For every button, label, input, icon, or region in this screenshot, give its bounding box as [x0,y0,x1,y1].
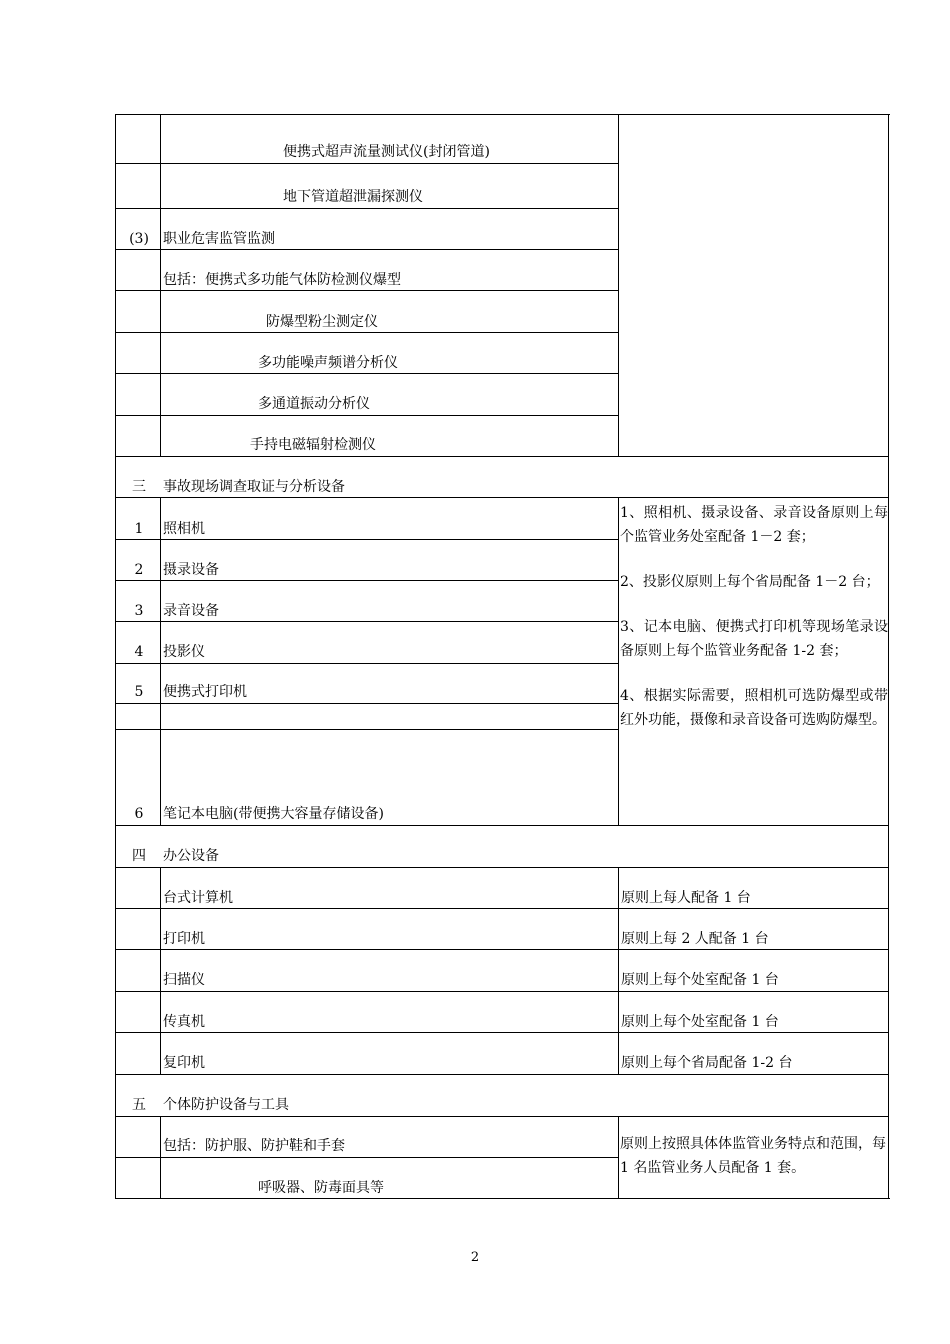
row-divider [115,497,889,498]
row-number: 4 [134,644,144,660]
row-divider [115,663,618,664]
item-pipe-leak-detector: 地下管道超泄漏探测仪 [283,189,423,205]
row-divider [115,373,618,374]
row-divider [115,867,889,868]
column-divider-notes [618,497,619,825]
item-fax: 传真机 [163,1014,205,1030]
item-audio-recorder: 录音设备 [163,603,219,619]
item-protective-clothing: 包括：防护服、防护鞋和手套 [163,1138,345,1154]
notes-accident-equipment [620,501,888,732]
row-number: 5 [134,684,144,700]
table-right-border [888,114,889,1199]
row-divider [115,908,889,909]
item-camera: 照相机 [163,521,205,537]
note-2: 2、投影仪原则上每个省局配备 1－2 台； [620,574,880,590]
column-divider-number [160,114,161,456]
note-copier: 原则上每个省局配备 1-2 台 [621,1055,793,1071]
item-gas-detector: 包括：便携式多功能气体防检测仪爆型 [163,272,401,288]
column-divider-notes [618,1116,619,1199]
section-title: 事故现场调查取证与分析设备 [163,479,345,495]
row-divider [115,163,618,164]
row-divider [115,1116,889,1117]
item-desktop-computer: 台式计算机 [163,890,233,906]
row-divider [115,621,618,622]
column-divider-notes [618,114,619,456]
row-number: 2 [134,562,144,578]
item-video-recorder: 摄录设备 [163,562,219,578]
row-divider [115,208,618,209]
row-divider [115,949,889,950]
note-1: 1、照相机、摄录设备、录音设备原则上每个监管业务处室配备 1－2 套； [620,505,888,545]
item-occupational-hazard: 职业危害监管监测 [163,231,275,247]
item-emf-detector: 手持电磁辐射检测仪 [250,437,376,453]
row-divider [115,290,618,291]
row-divider [115,580,618,581]
item-vibration-analyzer: 多通道振动分析仪 [258,396,370,412]
row-number: 6 [134,806,144,822]
row-number: 1 [134,521,144,537]
row-number: 3 [134,603,144,619]
column-divider-number [160,497,161,825]
row-divider [115,249,618,250]
row-divider [115,456,889,457]
item-laptop: 笔记本电脑(带便携大容量存储设备) [163,806,384,822]
note-printer: 原则上每 2 人配备 1 台 [621,931,769,947]
item-printer: 打印机 [163,931,205,947]
section-title: 个体防护设备与工具 [163,1097,289,1113]
note-3: 3、记本电脑、便携式打印机等现场笔录设备原则上每个监管业务配备 1-2 套； [620,619,888,659]
item-respirator: 呼吸器、防毒面具等 [258,1180,384,1196]
row-divider [115,415,618,416]
item-projector: 投影仪 [163,644,205,660]
note-4: 4、根据实际需要，照相机可选防爆型或带红外功能，摄像和录音设备可选购防爆型。 [620,688,888,728]
note-protective-equipment: 原则上按照具体体监管业务特点和范围，每 1 名监管业务人员配备 1 套。 [620,1136,886,1176]
section-title: 办公设备 [163,848,219,864]
row-divider [115,1032,889,1033]
item-noise-analyzer: 多功能噪声频谱分析仪 [258,355,398,371]
column-divider-notes [618,867,619,1074]
section-number: 三 [132,479,146,495]
section-number: 五 [132,1097,146,1113]
table-bottom-border [115,1198,890,1199]
row-divider [115,1157,618,1158]
item-dust-meter: 防爆型粉尘测定仪 [266,314,378,330]
item-ultrasonic-flow-meter: 便携式超声流量测试仪(封闭管道) [283,144,490,160]
row-divider [115,729,618,730]
note-scanner: 原则上每个处室配备 1 台 [621,972,779,988]
row-divider [115,825,889,826]
row-divider [115,1074,889,1075]
row-divider [115,332,618,333]
note-fax: 原则上每个处室配备 1 台 [621,1014,779,1030]
row-number: (3) [129,231,149,247]
row-divider [115,703,618,704]
item-scanner: 扫描仪 [163,972,205,988]
item-portable-printer: 便携式打印机 [163,684,247,700]
column-divider-number [160,867,161,1074]
section-number: 四 [132,848,146,864]
row-divider [115,991,889,992]
item-copier: 复印机 [163,1055,205,1071]
page-number: 2 [470,1250,480,1265]
row-divider [115,539,618,540]
note-desktop-computer: 原则上每人配备 1 台 [621,890,751,906]
